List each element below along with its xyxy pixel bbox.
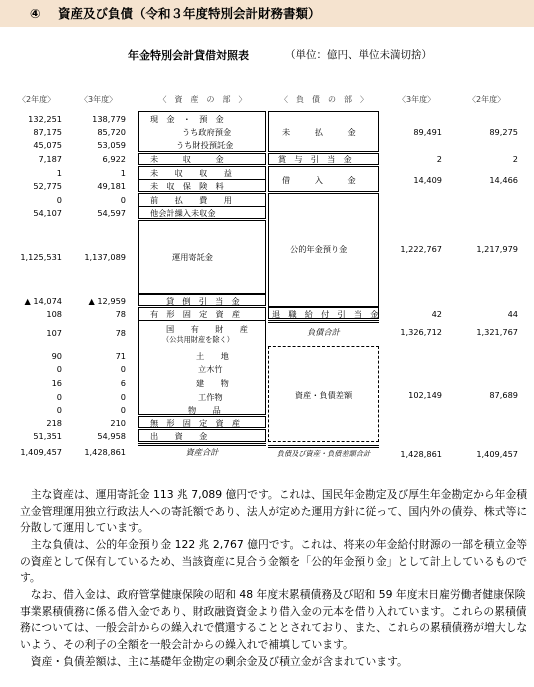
asset-land-y2: 90	[51, 351, 62, 361]
liab-bonus-label: 賞 与 引 当 金	[278, 154, 352, 164]
asset-fiscal-y3: 53,059	[97, 140, 126, 150]
asset-prepaid-label: 前 払 費 用	[150, 195, 232, 205]
asset-national-label: 国 有 財 産	[166, 324, 248, 334]
body-paragraph-net-assets: 資産・負債差額は、主に基礎年金勘定の剰余金及び積立金が含まれています。	[30, 655, 408, 668]
col-header-year3-right: 〈3年度〉	[398, 95, 436, 104]
liabilities-total-y3: 1,326,712	[400, 327, 442, 337]
liab-payable-y3: 89,491	[413, 127, 442, 137]
asset-structure-y3: 0	[120, 392, 126, 402]
asset-prepaid-y2: 0	[56, 195, 62, 205]
net-assets-label: 資産・負債差額	[294, 390, 353, 400]
asset-premium-y3: 49,181	[97, 181, 126, 191]
asset-timber-label: 立木竹	[198, 364, 223, 374]
col-header-year2-left: 〈2年度〉	[18, 95, 56, 104]
col-header-assets: 〈 資 産 の 部 〉	[158, 95, 247, 104]
liab-payable-label: 未 払 金	[282, 127, 356, 137]
liab-retirement-y2: 44	[507, 309, 518, 319]
col-header-liabilities: 〈 負 債 の 部 〉	[280, 95, 368, 104]
asset-land-y3: 71	[115, 351, 126, 361]
net-assets-y2: 87,689	[489, 390, 518, 400]
col-header-year2-right: 〈2年度〉	[468, 95, 506, 104]
asset-trust-label: 運用寄託金	[172, 252, 213, 262]
asset-accrued-y3: 1	[120, 168, 126, 178]
asset-timber-y2: 0	[56, 364, 62, 374]
section-number: ④	[30, 6, 41, 21]
assets-total-y3: 1,428,861	[84, 447, 126, 457]
liab-retirement-label: 退 職 給 付 引 当 金	[272, 309, 379, 319]
asset-prepaid-y3: 0	[120, 195, 126, 205]
asset-tangible-y2: 108	[46, 309, 62, 319]
asset-accrued-y2: 1	[56, 168, 62, 178]
asset-building-y2: 16	[51, 378, 62, 388]
asset-allowance-y3: ▲ 12,959	[88, 296, 126, 306]
asset-intangible-y2: 218	[46, 418, 62, 428]
section-title: 資産及び負債（令和３年度特別会計財務書類）	[58, 6, 321, 21]
asset-cash-y2: 132,251	[28, 114, 62, 124]
liab-borrowing-y2: 14,466	[489, 175, 518, 185]
body-paragraph-liabilities: 主な負債は、公的年金預り金 122 兆 2,767 億円です。これは、将来の年金給付財源の一部を積立金等の資産として保有しているため、当該資産に見合う金額を「公的年金預り金」として計上しているものです。	[20, 538, 528, 584]
asset-receivable-y3: 6,922	[102, 154, 126, 164]
asset-building-label: 建 物	[196, 378, 229, 388]
liab-retirement-y3: 42	[431, 309, 442, 319]
asset-allowance-label: 貸 倒 引 当 金	[166, 296, 240, 306]
asset-intangible-label: 無 形 固 定 資 産	[150, 418, 241, 428]
col-header-year3-left: 〈3年度〉	[80, 95, 118, 104]
asset-othertrans-y3: 54,597	[97, 208, 126, 218]
asset-govdep-y2: 87,175	[33, 127, 62, 137]
asset-building-y3: 6	[120, 378, 126, 388]
liab-borrowing-y3: 14,409	[413, 175, 442, 185]
asset-tangible-y3: 78	[115, 309, 126, 319]
asset-goods-label: 物 品	[188, 405, 221, 415]
section-header	[0, 0, 534, 27]
asset-accrued-label: 未 収 収 益	[150, 168, 232, 178]
asset-investment-label: 出 資 金	[150, 431, 208, 441]
asset-premium-label: 未 収 保 険 料	[150, 181, 224, 191]
statement-title: 年金特別会計貸借対照表	[128, 49, 249, 62]
asset-national-y2: 107	[46, 328, 62, 338]
body-paragraph-assets: 主な資産は、運用寄託金 113 兆 7,089 億円です。これは、国民年金勘定及び厚生年金勘定から年金積立金管理運用独立行政法人への寄託額であり、法人が定めた運用方針に従って、国内外の債券、株式等に分散して運用しています。	[20, 488, 528, 534]
liab-bonus-y2: 2	[512, 154, 518, 164]
asset-receivable-label: 未 収 金	[150, 154, 224, 164]
asset-trust-y3: 1,137,089	[84, 252, 126, 262]
asset-national-sublabel: （公共用財産を除く）	[162, 335, 234, 344]
assets-total-label: 資産合計	[185, 447, 219, 457]
asset-goods-y2: 0	[56, 405, 62, 415]
assets-total-y2: 1,409,457	[20, 447, 62, 457]
liabilities-total-label: 負債合計	[307, 327, 340, 337]
liab-pension-y3: 1,222,767	[400, 244, 442, 254]
asset-receivable-y2: 7,187	[38, 154, 62, 164]
asset-investment-y3: 54,958	[97, 431, 126, 441]
grand-total-label: 負債及び資産・負債差額合計	[276, 449, 371, 458]
asset-fiscal-label: うち財投預託金	[176, 140, 234, 150]
asset-tangible-label: 有 形 固 定 資 産	[150, 309, 241, 319]
asset-govdep-y3: 85,720	[97, 127, 126, 137]
asset-allowance-y2: ▲ 14,074	[24, 296, 62, 306]
liabilities-total-y2: 1,321,767	[476, 327, 518, 337]
asset-govdep-label: うち政府預金	[182, 127, 232, 137]
asset-national-y3: 78	[115, 328, 126, 338]
liab-payable-y2: 89,275	[489, 127, 518, 137]
liab-borrowing-label: 借 入 金	[282, 175, 356, 185]
asset-cash-label: 現 金 ・ 預 金	[150, 114, 224, 124]
asset-cash-y3: 138,779	[92, 114, 126, 124]
asset-trust-y2: 1,125,531	[20, 252, 62, 262]
asset-structure-label: 工作物	[198, 392, 223, 402]
asset-timber-y3: 0	[120, 364, 126, 374]
body-paragraph-borrowing: なお、借入金は、政府管掌健康保険の昭和 48 年度末累積債務及び昭和 59 年度末日雇労働者健康保険事業累積債務に係る借入金であり、財政融資資金より借入金の元本を借り入れています。これらの累積債務については、一般会計からの繰入れで償還することとされており、また、これらの累積債務が増大しないよう、その利子の全額を一般会計からの繰入れで補填しています。	[20, 588, 528, 651]
liab-bonus-y3: 2	[436, 154, 442, 164]
asset-intangible-y3: 210	[110, 418, 126, 428]
asset-goods-y3: 0	[120, 405, 126, 415]
asset-land-label: 土 地	[196, 351, 229, 361]
asset-structure-y2: 0	[56, 392, 62, 402]
grand-total-y3: 1,428,861	[400, 449, 442, 459]
asset-fiscal-y2: 45,075	[33, 140, 62, 150]
asset-investment-y2: 51,351	[33, 431, 62, 441]
grand-total-y2: 1,409,457	[476, 449, 518, 459]
net-assets-y3: 102,149	[408, 390, 442, 400]
liab-pension-y2: 1,217,979	[476, 244, 518, 254]
liab-pension-label: 公的年金預り金	[290, 244, 348, 254]
asset-premium-y2: 52,775	[33, 181, 62, 191]
asset-othertrans-y2: 54,107	[33, 208, 62, 218]
asset-othertrans-label: 他会計繰入未収金	[150, 208, 216, 218]
statement-unit: （単位：億円、単位未満切捨）	[285, 49, 432, 61]
